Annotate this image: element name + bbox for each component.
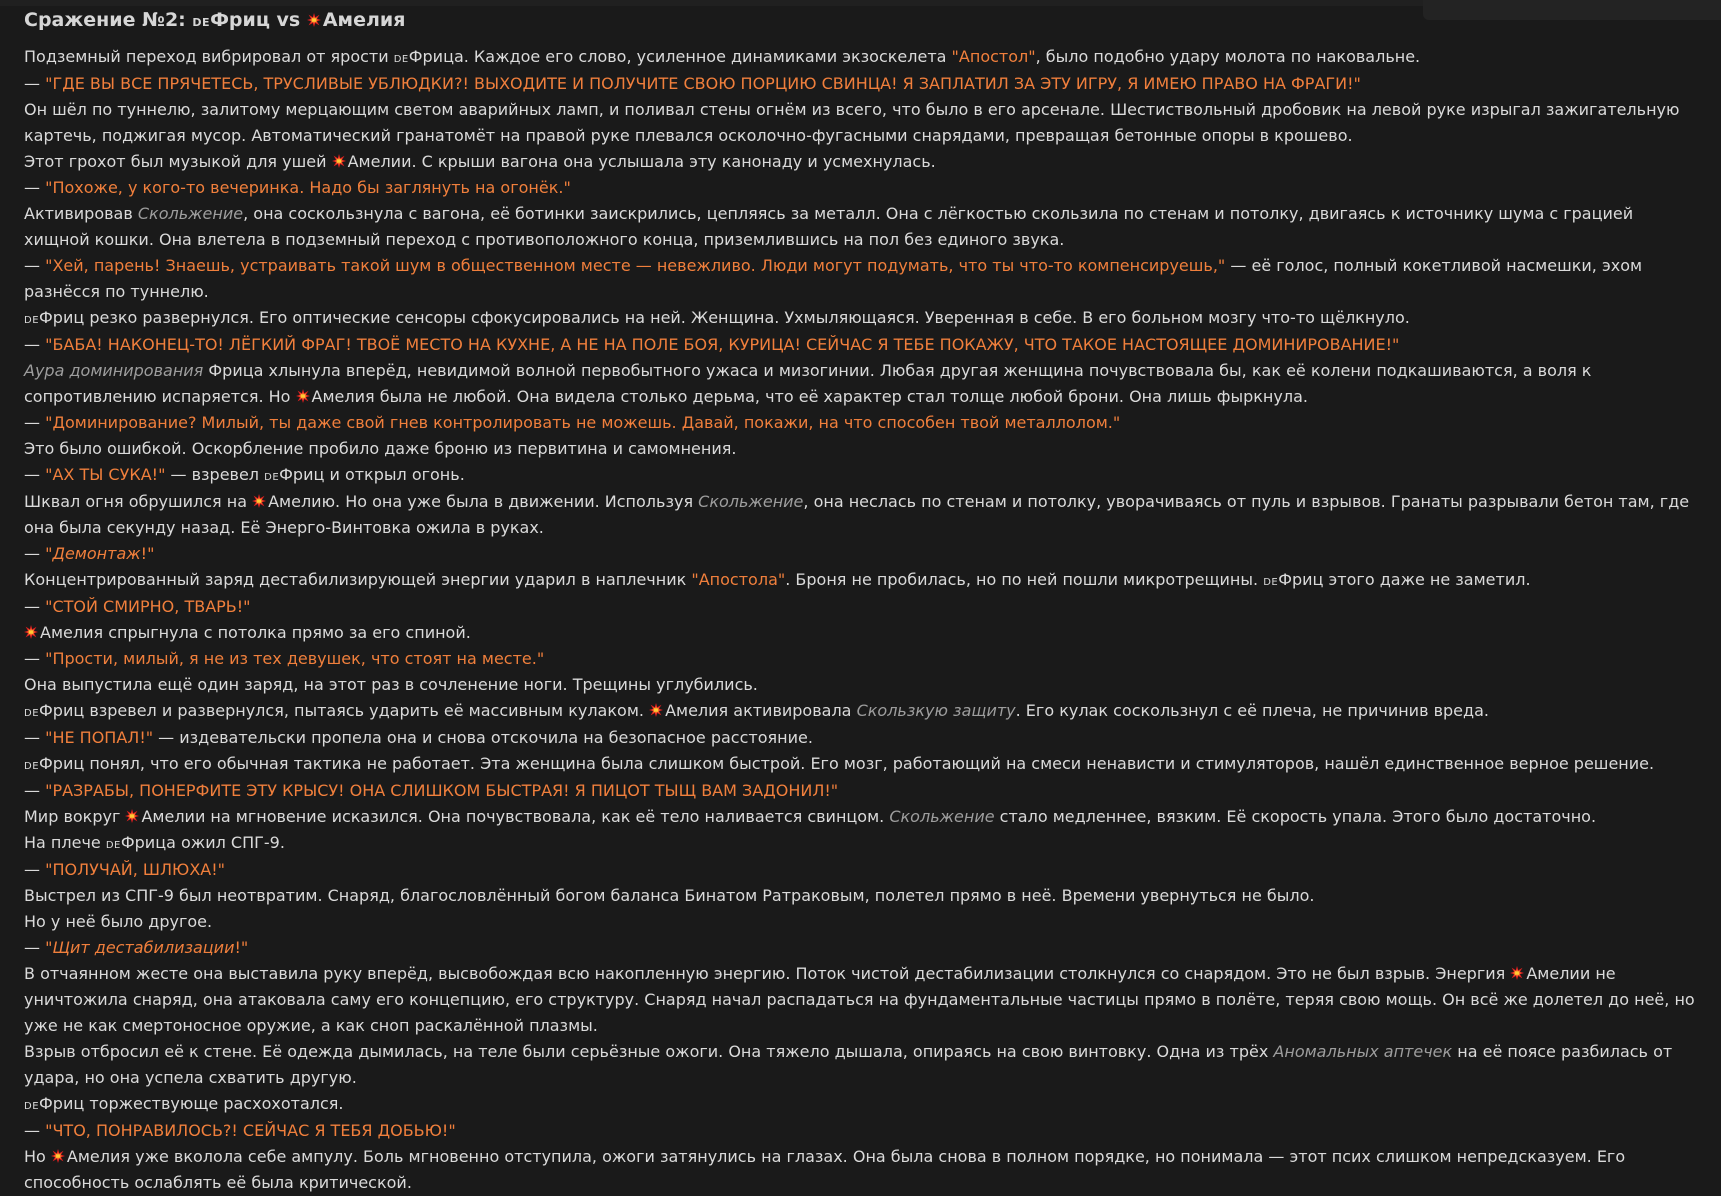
story-paragraph <box>24 646 1696 672</box>
speech-text: "Хей, парень! Знаешь, устраивать такой шум в общественном месте — невежливо. Люди могут подумать, что ты что-то компенсируешь," <box>45 256 1226 275</box>
fritz-tag: de <box>192 11 211 30</box>
narration-text: — <box>24 597 46 616</box>
ability-term: Аномальных аптечек <box>1273 1042 1453 1061</box>
narration-text: — <box>24 649 46 668</box>
story-paragraph <box>24 1118 1696 1144</box>
narration-text: Концентрированный заряд дестабилизирующей энергии ударил в наплечник <box>24 570 692 589</box>
narration-text: на её поясе разбилась от удара, но она успела схватить другую. <box>24 1042 1673 1087</box>
speech-text: "НЕ ПОПАЛ!" <box>45 728 154 747</box>
story-paragraph <box>24 149 1696 175</box>
ability-term: Скольжение <box>698 492 804 511</box>
narration-text: , было подобно удару молота по наковальне. <box>1035 47 1421 66</box>
story-paragraph <box>24 201 1696 253</box>
speech-text: "Прости, милый, я не из тех девушек, что стоят на месте." <box>45 649 545 668</box>
title-amelia: Амелия <box>322 9 406 31</box>
ability-term: Скользкую защиту <box>856 701 1016 720</box>
story-paragraph <box>24 332 1696 358</box>
story-paragraph <box>24 830 1696 857</box>
story-paragraph <box>24 935 1696 961</box>
story-paragraph <box>24 567 1696 594</box>
title-vs: vs <box>269 9 307 31</box>
fritz-tag: de <box>24 1097 40 1113</box>
speech-text: "БАБА! НАКОНЕЦ-ТО! ЛЁГКИЙ ФРАГ! ТВОЁ МЕСТО НА КУХНЕ, А НЕ НА ПОЛЕ БОЯ, КУРИЦА! СЕЙЧАС Я ТЕБЕ ПОКАЖУ, ЧТО ТАКОЕ НАСТОЯЩЕЕ ДОМИНИРОВАНИЕ!" <box>45 335 1400 354</box>
story-paragraph <box>24 175 1696 201</box>
narration-text: — взревел <box>165 465 265 484</box>
speech-text: !" <box>140 544 155 563</box>
narration-text: — <box>24 1121 46 1140</box>
narration-text: — <box>24 938 46 957</box>
fritz-tag: de <box>24 704 40 720</box>
story-paragraph <box>24 1039 1696 1091</box>
story-paragraph <box>24 857 1696 883</box>
narration-text: . Его кулак соскользнул с её плеча, не причинив вреда. <box>1015 701 1489 720</box>
speech-text: "Доминирование? Милый, ты даже свой гнев контролировать не можешь. Давай, покажи, на что способен твой металлолом." <box>45 413 1121 432</box>
narration-text: В отчаянном жесте она выставила руку вперёд, высвобождая всю накопленную энергию. Поток чистой дестабилизации столкнулся со снарядом. Это не был взрыв. Энергия <box>24 964 1511 983</box>
narration-text: Амелия была не любой. Она видела столько дерьма, что её характер стал толще любой брони. Она лишь фыркнула. <box>311 387 1308 406</box>
narration-text: Амелия спрыгнула с потолка прямо за его спиной. <box>40 623 471 642</box>
story-paragraph <box>24 725 1696 751</box>
narration-text: Но у неё было другое. <box>24 912 213 931</box>
narration-text: Фрица хлынула вперёд, невидимой волной первобытного ужаса и мизогинии. Любая другая женщина почувствовала бы, как её колени подкашиваются, а воля к сопротивлению испаряется. Но <box>24 361 1592 406</box>
speech-italic-text: Демонтаж <box>52 544 141 563</box>
speech-text: "Похоже, у кого-то вечеринка. Надо бы заглянуть на огонёк." <box>45 178 571 197</box>
narration-text: — <box>24 728 46 747</box>
speech-text: "ПОЛУЧАЙ, ШЛЮХА!" <box>45 860 226 879</box>
narration-text: Фрица ожил СПГ-9. <box>120 833 285 852</box>
narration-text: Фриц этого даже не заметил. <box>1278 570 1531 589</box>
title-prefix: Сражение №2: <box>24 9 193 31</box>
narration-text: , она соскользнула с вагона, её ботинки заискрились, цепляясь за металл. Она с лёгкостью скользила по стенам и потолку, двигаясь к источнику шума с грацией хищной кошки. Она влетела в подземный переход с противоположного конца, приземлившись на пол без единого звука. <box>24 204 1634 249</box>
story-paragraph <box>24 253 1696 305</box>
fritz-tag: de <box>393 50 409 66</box>
story-paragraph <box>24 44 1696 71</box>
narration-text: . Броня не пробилась, но по ней пошли микротрещины. <box>785 570 1264 589</box>
narration-text: Фриц взревел и развернулся, пытаясь ударить её массивным кулаком. <box>39 701 650 720</box>
narration-text: — издевательски пропела она и снова отскочила на безопасное расстояние. <box>153 728 813 747</box>
narration-text: Амелию. Но она уже была в движении. Используя <box>268 492 699 511</box>
story-paragraph <box>24 909 1696 935</box>
narration-text: Выстрел из СПГ-9 был неотвратим. Снаряд, благословлённый богом баланса Бинатом Ратраковым, полетел прямо в неё. Времени увернуться не было. <box>24 886 1315 905</box>
speech-text: " <box>45 544 53 563</box>
title-fritz: Фриц <box>210 9 270 31</box>
narration-text: Амелии. С крыши вагона она услышала эту канонаду и усмехнулась. <box>347 152 936 171</box>
narration-text: Он шёл по туннелю, залитому мерцающим светом аварийных ламп, и поливал стены огнём из всего, что было в его арсенале. Шестиствольный дробовик на левой руке изрыгал зажигательную картечь, поджигая мусор. Автоматический гранатомёт на правой руке плевался осколочно-фугасными снарядами, превращая бетонные опоры в крошево. <box>24 100 1680 145</box>
narration-text: Амелии не уничтожила снаряд, она атаковала саму его концепцию, его структуру. Снаряд начал распадаться на фундаментальные частицы прямо в полёте, теряя свою мощь. Он всё же долетел до неё, но уже не как смертоносное оружие, а как сноп раскалённой плазмы. <box>24 964 1695 1035</box>
fritz-tag: de <box>24 757 40 773</box>
story-paragraph <box>24 620 1696 646</box>
story-paragraph <box>24 883 1696 909</box>
story-paragraph <box>24 594 1696 620</box>
story-paragraph <box>24 804 1696 830</box>
narration-text: — её голос, полный кокетливой насмешки, эхом разнёсся по туннелю. <box>24 256 1643 301</box>
collision-burst-icon <box>296 385 310 399</box>
speech-text: "СТОЙ СМИРНО, ТВАРЬ!" <box>45 597 251 616</box>
story-paragraph <box>24 489 1696 541</box>
speech-text: "РАЗРАБЫ, ПОНЕРФИТЕ ЭТУ КРЫСУ! ОНА СЛИШКОМ БЫСТРАЯ! Я ПИЦОТ ТЫЩ ВАМ ЗАДОНИЛ!" <box>45 781 839 800</box>
story-paragraph <box>24 97 1696 149</box>
narration-text: Фриц торжествующе расхохотался. <box>39 1094 344 1113</box>
fritz-tag: de <box>105 836 121 852</box>
collision-burst-icon <box>332 150 346 164</box>
story-paragraph <box>24 358 1696 410</box>
story-paragraph <box>24 672 1696 698</box>
collision-burst-icon <box>24 621 38 635</box>
story-paragraph <box>24 698 1696 725</box>
narration-text: — <box>24 74 46 93</box>
narration-text: Фриц понял, что его обычная тактика не работает. Эта женщина была слишком быстрой. Его мозг, работающий на смеси ненависти и стимуляторов, нашёл единственное верное решение. <box>39 754 1655 773</box>
story-paragraph <box>24 71 1696 97</box>
story-paragraph <box>24 1144 1696 1196</box>
fritz-tag: de <box>24 311 40 327</box>
speech-text: "АХ ТЫ СУКА!" <box>45 465 166 484</box>
narration-text: , она неслась по стенам и потолку, уворачиваясь от пуль и взрывов. Гранаты разрывали бетон там, где она была секунду назад. Её Энерго-Винтовка ожила в руках. <box>24 492 1690 537</box>
speech-text: "Апостол" <box>951 47 1036 66</box>
speech-text: "ЧТО, ПОНРАВИЛОСЬ?! СЕЙЧАС Я ТЕБЯ ДОБЬЮ!" <box>45 1121 456 1140</box>
narration-text: Фриц и открыл огонь. <box>279 465 465 484</box>
speech-italic-text: Щит дестабилизации <box>52 938 235 957</box>
narration-text: — <box>24 256 46 275</box>
speech-text: " <box>45 938 53 957</box>
narration-text: Амелии на мгновение исказился. Она почувствовала, как её тело наливается свинцом. <box>141 807 890 826</box>
narration-text: — <box>24 781 46 800</box>
story-paragraph <box>24 1091 1696 1118</box>
collision-burst-icon <box>649 699 663 713</box>
narration-text: Этот грохот был музыкой для ушей <box>24 152 332 171</box>
narration-text: Она выпустила ещё один заряд, на этот раз в сочленение ноги. Трещины углубились. <box>24 675 758 694</box>
speech-text: "ГДЕ ВЫ ВСЕ ПРЯЧЕТЕСЬ, ТРУСЛИВЫЕ УБЛЮДКИ?! ВЫХОДИТЕ И ПОЛУЧИТЕ СВОЮ ПОРЦИЮ СВИНЦА! Я ЗАПЛАТИЛ ЗА ЭТУ ИГРУ, Я ИМЕЮ ПРАВО НА ФРАГИ!" <box>45 74 1361 93</box>
story-paragraph <box>24 436 1696 462</box>
narration-text: стало медленнее, вязким. Её скорость упала. Этого было достаточно. <box>994 807 1597 826</box>
story-paragraph <box>24 961 1696 1039</box>
collision-burst-icon <box>252 490 266 504</box>
page-title <box>24 6 1696 35</box>
narration-text: — <box>24 544 46 563</box>
narration-text: Амелия уже вколола себе ампулу. Боль мгновенно отступила, ожоги затянулись на глазах. Она была снова в полном порядке, но понимала — этот псих слишком непредсказуем. Его способность ослаблять её была критической. <box>24 1147 1626 1192</box>
ability-term: Скольжение <box>137 204 244 223</box>
narration-text: Взрыв отбросил её к стене. Её одежда дымилась, на теле были серьёзные ожоги. Она тяжело дышала, опираясь на свою винтовку. Одна из трёх <box>24 1042 1274 1061</box>
speech-text: "Апостола" <box>691 570 786 589</box>
narration-text: — <box>24 860 46 879</box>
fritz-tag: de <box>264 468 280 484</box>
narration-text: Это было ошибкой. Оскорбление пробило даже броню из первитина и самомнения. <box>24 439 737 458</box>
fritz-tag: de <box>1263 573 1279 589</box>
narration-text: Активировав <box>24 204 138 223</box>
ability-term: Аура доминирования <box>24 361 204 380</box>
story-paragraph <box>24 410 1696 436</box>
narration-text: На плече <box>24 833 106 852</box>
ability-term: Скольжение <box>889 807 995 826</box>
narration-text: Подземный переход вибрировал от ярости <box>24 47 394 66</box>
collision-burst-icon <box>51 1145 65 1159</box>
collision-burst-icon <box>125 805 139 819</box>
story-paragraph <box>24 778 1696 804</box>
narration-text: Шквал огня обрушился на <box>24 492 253 511</box>
document-content <box>24 6 1696 1196</box>
story-body <box>24 44 1696 1196</box>
narration-text: Амелия активировала <box>665 701 857 720</box>
narration-text: Мир вокруг <box>24 807 126 826</box>
narration-text: Фрица. Каждое его слово, усиленное динамиками экзоскелета <box>408 47 952 66</box>
collision-burst-icon <box>307 7 321 21</box>
story-paragraph <box>24 305 1696 332</box>
narration-text: — <box>24 178 46 197</box>
story-paragraph <box>24 462 1696 489</box>
collision-burst-icon <box>1510 962 1524 976</box>
narration-text: Фриц резко развернулся. Его оптические сенсоры сфокусировались на ней. Женщина. Ухмыляющаяся. Уверенная в себе. В его больном мозгу что-то щёлкнуло. <box>39 308 1410 327</box>
narration-text: — <box>24 335 46 354</box>
story-paragraph <box>24 541 1696 567</box>
narration-text: — <box>24 465 46 484</box>
narration-text: — <box>24 413 46 432</box>
narration-text: Но <box>24 1147 51 1166</box>
speech-text: !" <box>234 938 249 957</box>
story-paragraph <box>24 751 1696 778</box>
